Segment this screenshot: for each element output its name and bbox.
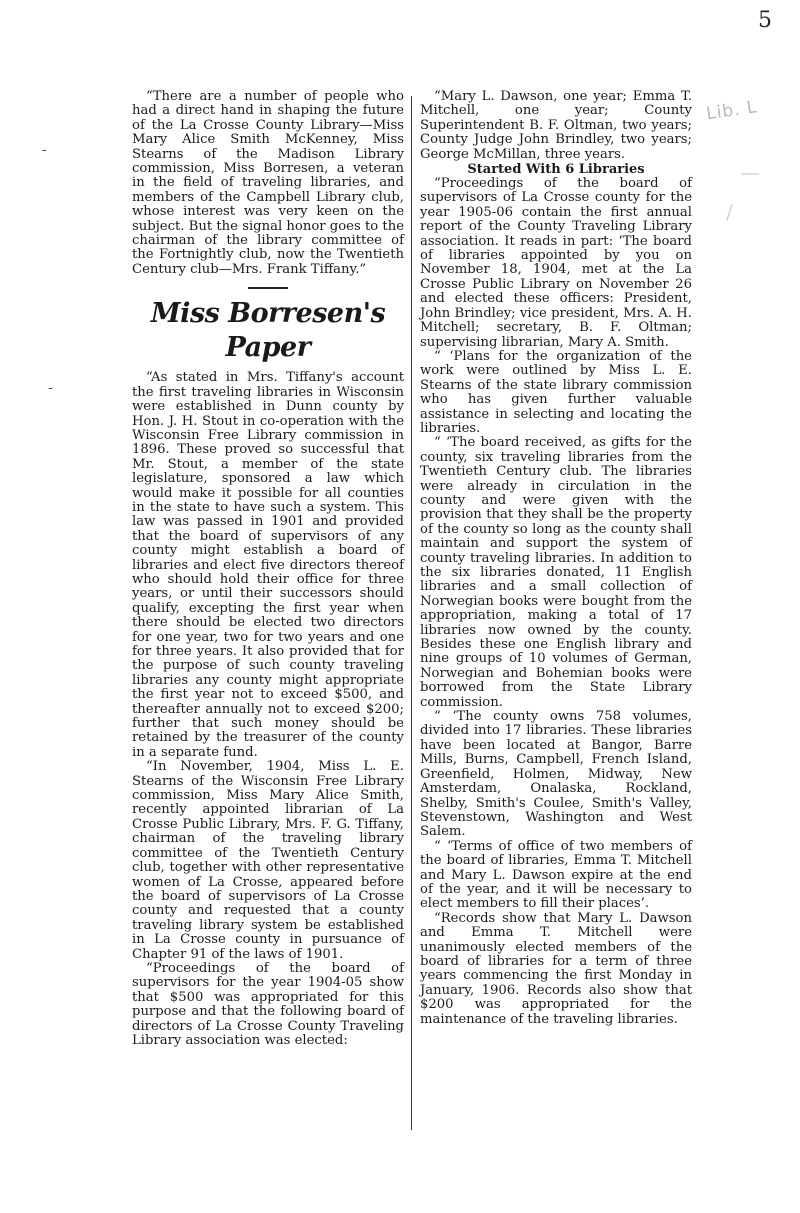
divider: [248, 287, 288, 289]
margin-mark: —: [740, 160, 760, 184]
headline: Miss Borresen's Paper: [150, 298, 386, 364]
paragraph: “Proceedings of the board of supervisors for the year 1904-05 show that $500 was appropriated for this purpose and that the following board of directors of La Crosse County Traveling Library association was elected:: [132, 960, 404, 1048]
margin-tick: -: [48, 380, 53, 396]
handwritten-margin-note: Lib. L: [705, 97, 759, 125]
paragraph: “Proceedings of the board of supervisors of La Crosse county for the year 1905-06 contain the first annual report of the County Traveling Library association. It reads in part: ‘The board of libraries appointed by you on November 18, 1904, met at the La Crosse Public Library on November 26 and elected these officers: President, John Brindley; vice president, Mrs. A. H. Mitchell; secretary, B. F. Oltman; supervising librarian, Mary A. Smith.: [420, 176, 692, 350]
page-number: 5: [758, 8, 772, 33]
paragraph: “ ‘Terms of office of two members of the board of libraries, Emma T. Mitchell and Mary L. Dawson expire at the end of the year, and it will be necessary to elect members to fill their places’.: [420, 838, 692, 912]
left-column: [132, 90, 404, 1048]
paragraph: “Mary L. Dawson, one year; Emma T. Mitchell, one year; County Superintendent B. F. Oltman, two years; County Judge John Brindley, two years; George McMillan, three years.: [420, 89, 692, 162]
paragraph: “There are a number of people who had a direct hand in shaping the future of the La Crosse County Library—Miss Mary Alice Smith McKenney, Miss Stearns of the Madison Library commission, Miss Borresen, a veteran in the field of traveling libraries, and members of the Campbell Library club, whose interest was very keen on the subject. But the signal honor goes to the chairman of the library committee of the Fortnightly club, now the Twentieth Century club—Mrs. Frank Tiffany.”: [132, 89, 404, 277]
paragraph: “As stated in Mrs. Tiffany's account the first traveling libraries in Wisconsin were established in Dunn county by Hon. J. H. Stout in co-operation with the Wisconsin Free Library commission in 1896. These proved so successful that Mr. Stout, a member of the state legislature, sponsored a law which would make it possible for all counties in the state to have such a system. This law was passed in 1901 and provided that the board of supervisors of any county might establish a board of libraries and elect five directors thereof who should hold their office for three years, or until their successors should qualify, excepting the first year when there should be elected two directors for one year, two for two years and one for three years. It also provided that for the purpose of such county traveling libraries any county might appropriate the first year not to exceed $500, and thereafter annually not to exceed $200; further that such money should be retained by the treasurer of the county in a separate fund.: [132, 370, 404, 760]
paragraph: “In November, 1904, Miss L. E. Stearns of the Wisconsin Free Library commission, Miss Mary Alice Smith, recently appointed librarian of La Crosse Public Library, Mrs. F. G. Tiffany, chairman of the traveling library committee of the Twentieth Century club, together with other representative women of La Crosse, appeared before the board of supervisors of La Crosse county and requested that a county traveling library system be established in La Crosse county in pursuance of Chapter 91 of the laws of 1901.: [132, 759, 404, 962]
paragraph: “Records show that Mary L. Dawson and Emma T. Mitchell were unanimously elected members of the board of libraries for a term of three years commencing the first Monday in January, 1906. Records also show that $200 was appropriated for the maintenance of the traveling libraries.: [420, 910, 692, 1027]
newspaper-clipping: [132, 90, 694, 1140]
margin-tick: -: [42, 142, 47, 158]
paragraph: “ ‘The board received, as gifts for the county, six traveling libraries from the Twentieth Century club. The libraries were already in circulation in the county and were given with the provision that they shall be the property of the county so long as the county shall maintain and support the system of county traveling libraries. In addition to the six libraries donated, 11 English libraries and a small collection of Norwegian books were bought from the appropriation, making a total of 17 libraries now owned by the county. Besides these one English library and nine groups of 10 volumes of German, Norwegian and Bohemian books were borrowed from the State Library commission.: [420, 435, 692, 710]
right-column: [420, 90, 692, 1027]
subheading: Started With 6 Libraries: [467, 162, 645, 178]
paragraph: “ ‘The county owns 758 volumes, divided into 17 libraries. These libraries have been located at Bangor, Barre Mills, Burns, Campbell, French Island, Greenfield, Holmen, Midway, New Amsterdam, Onalaska, Rockland, Shelby, Smith's Coulee, Smith's Valley, Stevenstown, Washington and West Salem.: [420, 709, 692, 840]
paragraph: “ ‘Plans for the organization of the work were outlined by Miss L. E. Stearns of the state library commission who has given further valuable assistance in selecting and locating the libraries.: [420, 348, 692, 436]
column-rule: [411, 96, 412, 1130]
margin-mark: /: [726, 200, 733, 224]
